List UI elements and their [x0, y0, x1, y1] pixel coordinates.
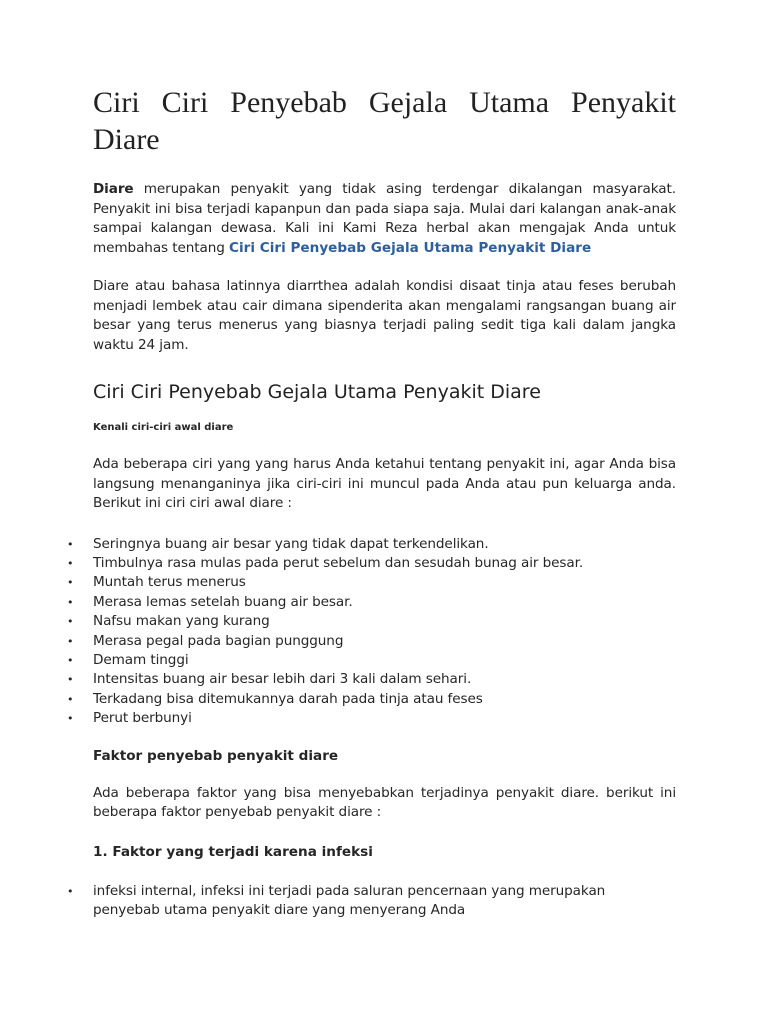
intro-text: merupakan penyakit yang tidak asing terdengar dikalangan masyarakat. Penyakit ini bisa terjadi kapanpun dan pada siapa saja. Mulai dari kalangan anak-anak sampai kalangan dewasa. Kali ini Kami Reza herbal akan mengajak Anda untuk membahas tentang [93, 181, 676, 256]
list-item [67, 690, 676, 709]
infection-subheading: 1. Faktor yang terjadi karena infeksi [93, 843, 373, 860]
article-title: Ciri Ciri Penyebab Gejala Utama Penyakit Diare [93, 86, 676, 156]
list-item-text: Terkadang bisa ditemukannya darah pada tinja atau feses [93, 690, 483, 707]
list-item-text: Muntah terus menerus [93, 574, 246, 591]
bullet-icon: • [67, 712, 74, 726]
definition-paragraph: Diare atau bahasa latinnya diarrthea adalah kondisi disaat tinja atau feses berubah menjadi lembek atau cair dimana sipenderita akan mengalami rangsangan buang air besar yang terus menerus yang biasnya terjadi paling sedit tiga kali dalam jangka waktu 24 jam. [93, 278, 676, 353]
list-item [67, 709, 676, 728]
early-signs-subheading: Kenali ciri-ciri awal diare [93, 422, 234, 433]
list-item-text: Intensitas buang air besar lebih dari 3 kali dalam sehari. [93, 671, 472, 688]
list-item [67, 612, 676, 631]
list-item-text: Nafsu makan yang kurang [93, 613, 270, 630]
list-item-text: Demam tinggi [93, 651, 189, 668]
list-item-text: Seringnya buang air besar yang tidak dapat terkendelikan. [93, 535, 489, 552]
symptom-list [67, 535, 676, 729]
list-item-text: Timbulnya rasa mulas pada perut sebelum dan sesudah bunag air besar. [93, 554, 584, 571]
bullet-icon: • [67, 692, 74, 706]
list-item [67, 882, 676, 921]
section-heading: Ciri Ciri Penyebab Gejala Utama Penyakit Diare [93, 381, 541, 403]
list-item [67, 651, 676, 670]
document-page [67, 84, 676, 938]
bullet-icon: • [67, 556, 74, 570]
article-link[interactable]: Ciri Ciri Penyebab Gejala Utama Penyakit Diare [229, 239, 592, 256]
list-item-text: infeksi internal, infeksi ini terjadi pada saluran pencernaan yang merupakan penyebab utama penyakit diare yang menyerang Anda [93, 882, 606, 918]
list-item [67, 670, 676, 689]
list-item-text: Merasa pegal pada bagian punggung [93, 632, 344, 649]
list-item-text: Merasa lemas setelah buang air besar. [93, 593, 353, 610]
bullet-icon: • [67, 673, 74, 687]
bullet-icon: • [67, 615, 74, 629]
list-item [67, 632, 676, 651]
list-item [67, 535, 676, 554]
factors-subheading: Faktor penyebab penyakit diare [93, 747, 339, 764]
list-item [67, 554, 676, 573]
bullet-icon: • [67, 537, 74, 551]
bullet-icon: • [67, 653, 74, 667]
infection-list [67, 882, 676, 921]
bullet-icon: • [67, 576, 74, 590]
intro-paragraph [93, 180, 676, 258]
symptoms-intro-paragraph: Ada beberapa ciri yang yang harus Anda ketahui tentang penyakit ini, agar Anda bisa langsung menanganinya jika ciri-ciri ini muncul pada Anda atau pun keluarga anda. Berikut ini ciri ciri awal diare : [93, 456, 676, 511]
bullet-icon: • [67, 884, 74, 898]
list-item [67, 573, 676, 592]
bullet-icon: • [67, 634, 74, 648]
list-item-text: Perut berbunyi [93, 710, 192, 727]
list-item [67, 593, 676, 612]
bullet-icon: • [67, 595, 74, 609]
factors-intro-paragraph: Ada beberapa faktor yang bisa menyebabkan terjadinya penyakit diare. berikut ini beberapa faktor penyebab penyakit diare : [93, 784, 676, 821]
intro-lead-bold: Diare [93, 181, 134, 197]
